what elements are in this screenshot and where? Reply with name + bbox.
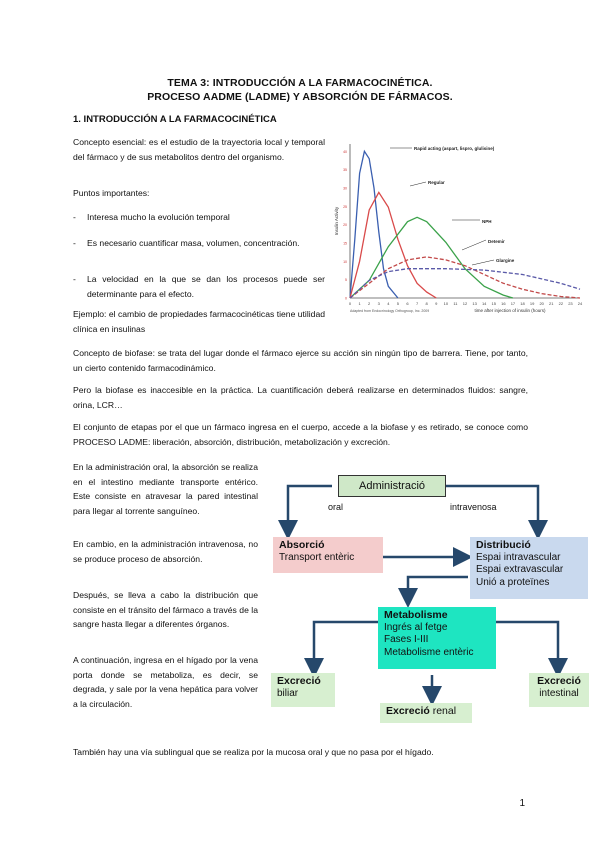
x-tick-label: 9 bbox=[435, 301, 438, 306]
series-label: Detemir bbox=[488, 239, 505, 244]
absorcio-title: Absorció bbox=[279, 539, 325, 551]
distribucio-box bbox=[470, 537, 588, 599]
x-tick-label: 20 bbox=[539, 301, 544, 306]
x-tick-label: 2 bbox=[368, 301, 371, 306]
x-tick-label: 18 bbox=[520, 301, 525, 306]
section-heading: 1. INTRODUCCIÓN A LA FARMACOCINÉTICA bbox=[73, 114, 277, 125]
series-label: Rapid acting (aspart, lispro, glulisine) bbox=[414, 146, 495, 151]
x-tick-label: 8 bbox=[425, 301, 428, 306]
metabolisme-line: Fases I-III bbox=[384, 634, 429, 645]
excrecio-biliar-title: Excreció bbox=[277, 675, 321, 687]
chart-source: Adapted from Endocrinology Orthogroup, Inc. 2009 bbox=[350, 309, 430, 313]
legend-pointer bbox=[472, 260, 494, 265]
x-tick-label: 24 bbox=[577, 301, 583, 306]
excrecio-intestinal-title: Excreció bbox=[537, 675, 581, 687]
excrecio-renal-box bbox=[380, 703, 472, 723]
y-tick-label: 40 bbox=[343, 149, 347, 154]
paragraph-concepto: Concepto esencial: es el estudio de la trayectoria local y temporal del fármaco y de sus metabolitos dentro del organismo. bbox=[73, 137, 325, 162]
series-label: NPH bbox=[482, 219, 492, 224]
y-tick-label: 35 bbox=[343, 168, 347, 173]
x-tick-label: 3 bbox=[377, 301, 380, 306]
metabolisme-line: Ingrés al fetge bbox=[384, 621, 448, 633]
x-tick-label: 16 bbox=[501, 301, 506, 306]
x-tick-label: 5 bbox=[396, 301, 400, 306]
x-tick-label: 4 bbox=[387, 301, 390, 306]
x-axis-label: time after injection of insulin (hours) bbox=[474, 308, 546, 313]
distribucio-title: Distribució bbox=[476, 539, 531, 551]
y-tick-label: 15 bbox=[343, 241, 347, 246]
y-tick-label: 5 bbox=[345, 278, 347, 283]
paragraph-ejemplo: Ejemplo: el cambio de propiedades farmacocinéticas tiene utilidad clínica en insulinas bbox=[73, 309, 325, 334]
legend-pointer bbox=[462, 240, 486, 250]
x-tick-label: 21 bbox=[549, 301, 554, 306]
series-line bbox=[350, 192, 436, 298]
x-tick-label: 7 bbox=[415, 301, 419, 306]
metabolisme-title: Metabolisme bbox=[384, 609, 448, 621]
x-tick-label: 10 bbox=[443, 301, 449, 306]
title-line-1: TEMA 3: INTRODUCCIÓN A LA FARMACOCINÉTICA. bbox=[167, 77, 433, 89]
paragraph-oral: En la administración oral, la absorción se realiza en el intestino mediante transporte entérico. Este consiste en atravesar la pared intestinal para llegar al torrente sanguíneo. bbox=[73, 462, 258, 516]
x-tick-label: 19 bbox=[529, 301, 535, 306]
insulin-activity-chart bbox=[332, 138, 587, 318]
y-tick-label: 25 bbox=[343, 204, 347, 209]
legend-pointer bbox=[410, 182, 426, 186]
x-tick-label: 23 bbox=[568, 301, 573, 306]
y-tick-label: 30 bbox=[343, 186, 347, 191]
x-tick-label: 14 bbox=[481, 301, 487, 306]
excrecio-biliar-box bbox=[271, 673, 335, 707]
distribucio-line: Espai extravascular bbox=[476, 564, 564, 575]
page-number: 1 bbox=[519, 798, 525, 809]
paragraph-inaccesible: Pero la biofase es inaccesible en la práctica. La cuantificación deberá realizarse en determinados fluidos: sangre, orina, LCR… bbox=[73, 385, 528, 410]
x-tick-label: 13 bbox=[472, 301, 477, 306]
metabolisme-line: Metabolisme entèric bbox=[384, 646, 474, 658]
excrecio-intestinal-sub: intestinal bbox=[539, 687, 579, 699]
y-tick-label: 0 bbox=[345, 296, 347, 301]
excrecio-renal-title: Excreció bbox=[386, 705, 430, 717]
paragraph-biofase: Concepto de biofase: se trata del lugar donde el fármaco ejerce su acción sin ningún tipo de barrera. Tiene, por tanto, un cierto contenido farmacodinámico. bbox=[73, 348, 528, 373]
x-tick-label: 17 bbox=[510, 301, 516, 306]
administracio-box: Administració bbox=[338, 475, 446, 497]
intravenosa-label: intravenosa bbox=[450, 502, 497, 512]
oral-label: oral bbox=[328, 502, 344, 512]
paragraph-puntos: Puntos importantes: bbox=[73, 188, 150, 198]
distribucio-line: Unió a proteïnes bbox=[476, 576, 550, 588]
series-line bbox=[350, 151, 398, 298]
y-tick-label: 20 bbox=[343, 223, 347, 228]
series-label: Regular bbox=[428, 180, 445, 185]
x-tick-label: 6 bbox=[406, 301, 409, 306]
excrecio-intestinal-box bbox=[529, 673, 589, 707]
ladme-diagram bbox=[268, 470, 593, 725]
x-tick-label: 15 bbox=[491, 301, 496, 306]
x-tick-label: 12 bbox=[462, 301, 468, 306]
series-label: Glargine bbox=[496, 258, 515, 263]
paragraph-ladme: El conjunto de etapas por el que un fármaco ingresa en el cuerpo, accede a la biofase y es retirado, se conoce como PROCESO LADME: liberación, absorción, distribución, metabolización y excreción. bbox=[73, 422, 528, 447]
x-tick-label: 0 bbox=[348, 301, 352, 306]
excrecio-renal-sub: renal bbox=[432, 705, 457, 717]
paragraph-higado: A continuación, ingresa en el hígado por la vena porta donde se metaboliza, es decir, se degrada, y sale por la vena hepática para volver a la circulación. bbox=[73, 655, 258, 709]
distribucio-line: Espai intravascular bbox=[476, 551, 561, 563]
y-tick-label: 10 bbox=[343, 259, 347, 264]
absorcio-line: Transport entèric bbox=[279, 551, 355, 563]
bullet-item: - La velocidad en la que se dan los procesos puede ser determinante para el efecto. bbox=[73, 274, 325, 299]
x-tick-label: 11 bbox=[453, 301, 458, 306]
x-tick-label: 1 bbox=[358, 301, 361, 306]
series-line bbox=[350, 257, 580, 298]
excrecio-biliar-sub: biliar bbox=[277, 687, 299, 699]
bullet-item: - Es necesario cuantificar masa, volumen, concentración. bbox=[73, 238, 300, 248]
paragraph-intravenosa: En cambio, en la administración intravenosa, no se produce proceso de absorción. bbox=[73, 539, 258, 564]
paragraph-distribucion: Después, se lleva a cabo la distribución que consiste en el tránsito del fármaco a través de la sangre hasta llegar a diferentes órganos. bbox=[73, 590, 258, 630]
metabolisme-box bbox=[378, 607, 496, 669]
bullet-item: - Interesa mucho la evolución temporal bbox=[73, 212, 230, 222]
y-axis-label: Insulin Activity bbox=[334, 206, 339, 236]
title-line-2: PROCESO AADME (LADME) Y ABSORCIÓN DE FÁRMACOS. bbox=[147, 91, 453, 103]
x-tick-label: 22 bbox=[558, 301, 564, 306]
absorcio-box bbox=[273, 537, 383, 573]
paragraph-sublingual: También hay una vía sublingual que se realiza por la mucosa oral y que no pasa por el hígado. bbox=[73, 747, 434, 757]
